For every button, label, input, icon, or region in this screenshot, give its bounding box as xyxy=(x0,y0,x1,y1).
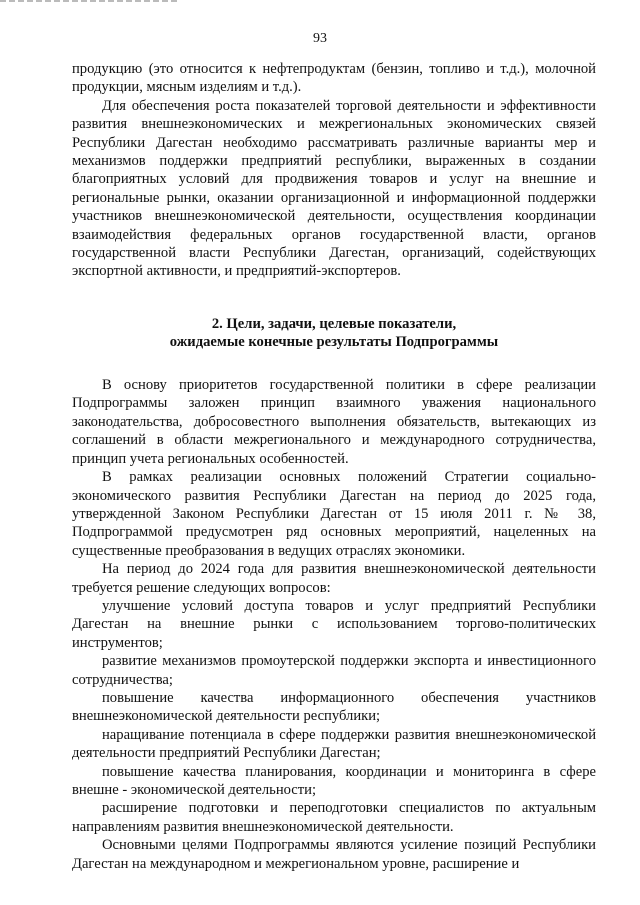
scan-edge-mark xyxy=(0,0,180,2)
list-item: повышение качества информационного обеспечения участников внешнеэкономической деятельности республики; xyxy=(72,689,596,725)
paragraph: Для обеспечения роста показателей торговой деятельности и эффективности развития внешнеэкономических и межрегиональных экономических связей Республики Дагестан необходимо рассматривать различные варианты мер и механизмов поддержки предприятий республики, выраженных в создании благоприятных условий для продвижения товаров и услуг на внешние и региональные рынки, оказании организационной и информационной поддержки участников внешнеэкономической деятельности, осуществления координации взаимодействия федеральных органов государственной власти, органов государственной власти Республики Дагестан, организаций, содействующих экспортной активности, и предприятий-экспортеров. xyxy=(72,97,596,280)
paragraph-continuation: продукцию (это относится к нефтепродуктам (бензин, топливо и т.д.), молочной продукции, мясным изделиям и т.д.). xyxy=(72,61,596,96)
section-heading-line-2: ожидаемые конечные результаты Подпрограммы xyxy=(169,334,499,351)
list-item: наращивание потенциала в сфере поддержки развития внешнеэкономической деятельности предприятий Республики Дагестан; xyxy=(72,726,596,762)
section-heading xyxy=(72,315,596,352)
paragraph: Основными целями Подпрограммы являются усиление позиций Республики Дагестан на международном и межрегиональном уровне, расширение и xyxy=(72,837,596,872)
paragraph: В основу приоритетов государственной политики в сфере реализации Подпрограммы заложен принцип взаимного уважения национального законодательства, добросовестного выполнения обязательств, вытекающих из соглашений в области межрегионального и международного сотрудничества, принцип учета региональных особенностей. xyxy=(72,377,596,467)
list-item: развитие механизмов промоутерской поддержки экспорта и инвестиционного сотрудничества; xyxy=(72,653,596,688)
page-number: 93 xyxy=(313,31,327,46)
paragraph: В рамках реализации основных положений Стратегии социально-экономического развития Республики Дагестан на период до 2025 года, утвержденной Законом Республики Дагестан от 15 июля 2011 г. № 38, Подпрограммой предусмотрен ряд основных мероприятий, нацеленных на существенные преобразования в ведущих отраслях экономики. xyxy=(72,469,596,559)
document-body xyxy=(72,60,596,873)
list-item: улучшение условий доступа товаров и услуг предприятий Республики Дагестан на внешние рынки с использованием торгово-политических инструментов; xyxy=(72,597,596,651)
paragraph: На период до 2024 года для развития внешнеэкономической деятельности требуется решение следующих вопросов: xyxy=(72,561,596,596)
section-heading-line-1: 2. Цели, задачи, целевые показатели, xyxy=(211,315,457,332)
list-item: повышение качества планирования, координации и мониторинга в сфере внешне - экономической деятельности; xyxy=(72,763,596,798)
list-item: расширение подготовки и переподготовки специалистов по актуальным направлениям развития внешнеэкономической деятельности. xyxy=(72,800,596,835)
